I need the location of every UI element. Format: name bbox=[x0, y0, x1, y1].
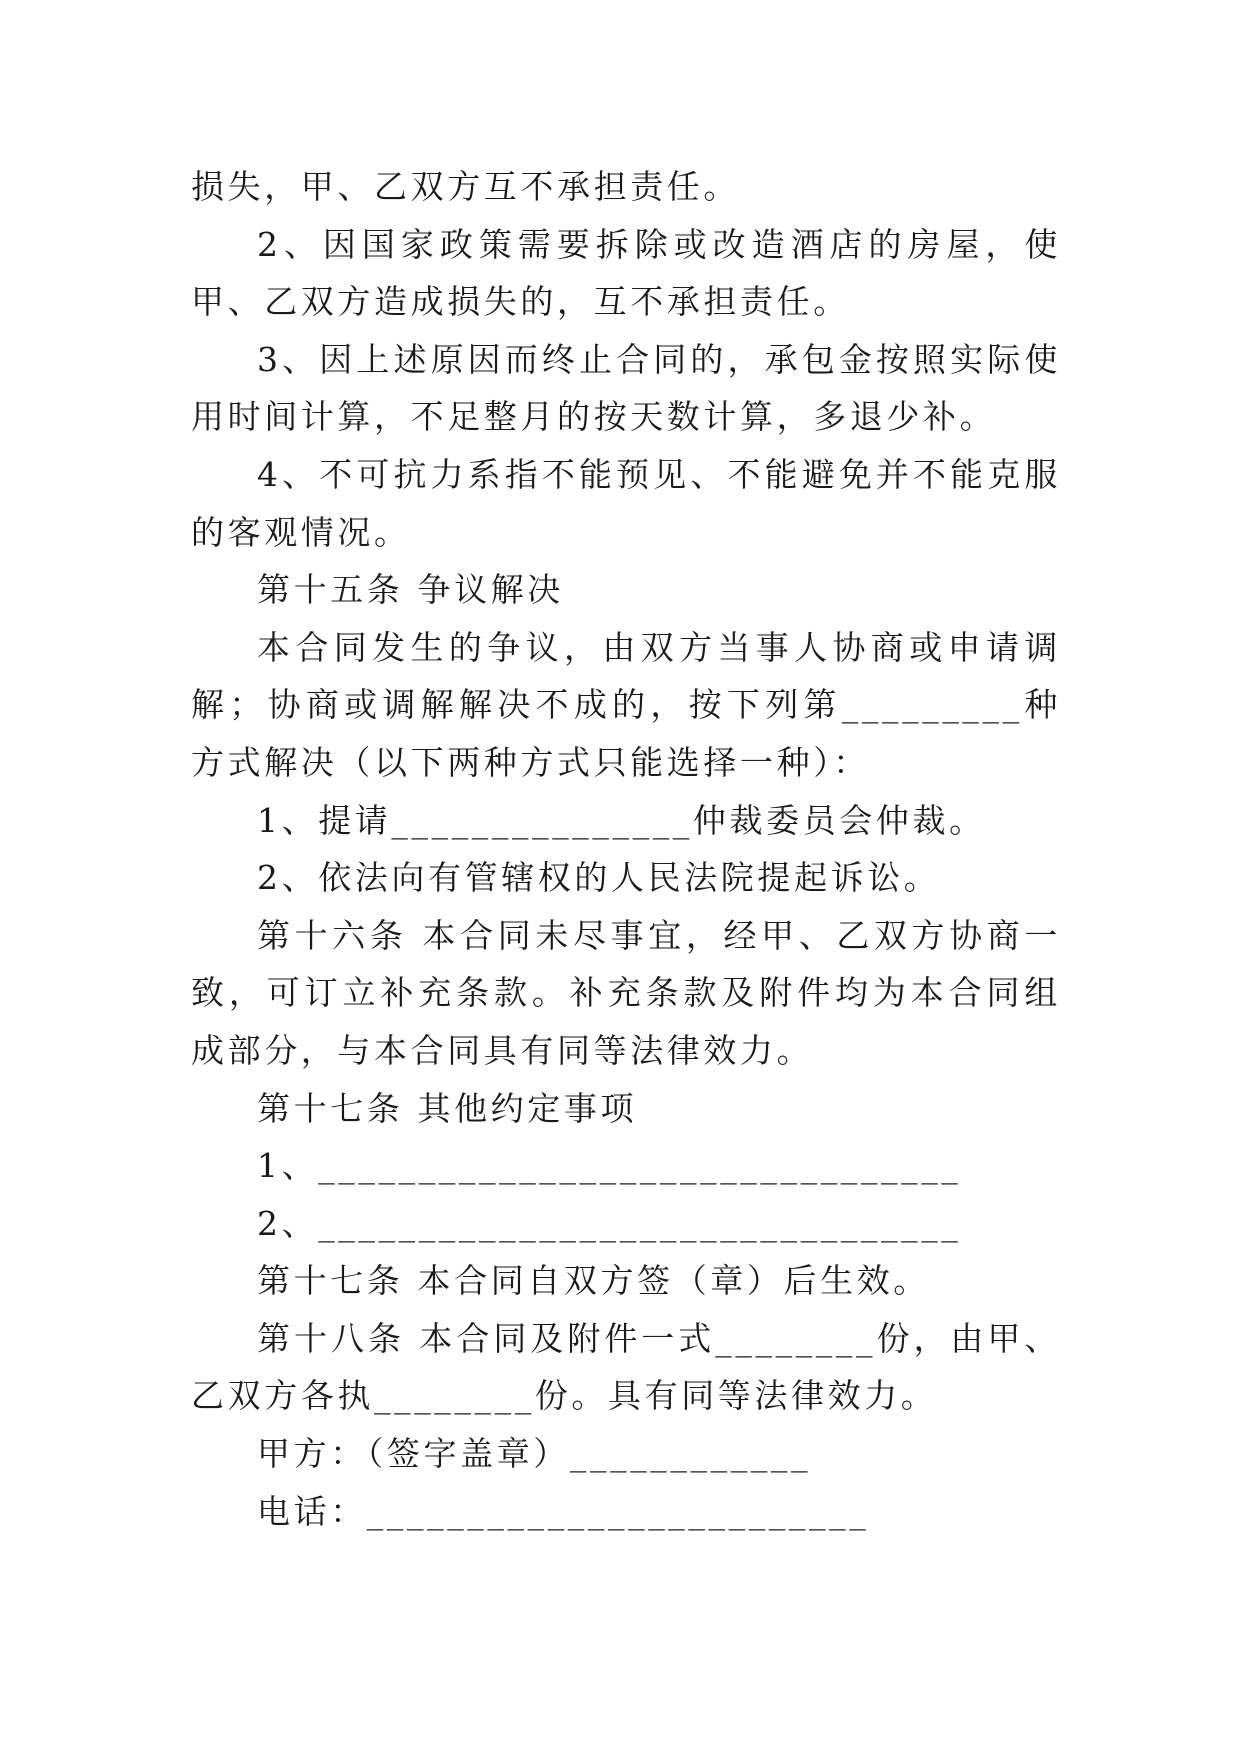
other-matter-1: 1、________________________________ bbox=[257, 1146, 962, 1186]
article-16-paragraph: 第十六条 本合同未尽事宜，经甲、乙双方协商一致，可订立补充条款。补充条款及附件均为本合同组成部分，与本合同具有同等法律效力。 bbox=[191, 915, 1061, 1070]
article-17-heading: 第十七条 其他约定事项 bbox=[257, 1088, 638, 1128]
paragraph-arbitration: 1、提请_______________仲裁委员会仲裁。 bbox=[257, 800, 986, 840]
paragraph-dispute-resolution: 本合同发生的争议，由双方当事人协商或申请调解；协商或调解解决不成的，按下列第_________种方式解决（以下两种方式只能选择一种）： bbox=[191, 627, 1061, 782]
phone-line: 电话：_________________________ bbox=[257, 1491, 870, 1531]
paragraph-policy-demolition: 2、因国家政策需要拆除或改造酒店的房屋，使甲、乙双方造成损失的，互不承担责任。 bbox=[191, 224, 1061, 322]
article-17-effect: 第十七条 本合同自双方签（章）后生效。 bbox=[257, 1261, 930, 1301]
paragraph-loss-no-liability: 损失，甲、乙双方互不承担责任。 bbox=[191, 167, 740, 206]
paragraph-force-majeure: 4、不可抗力系指不能预见、不能避免并不能克服的客观情况。 bbox=[191, 454, 1061, 552]
party-a-signature-line: 甲方：（签字盖章）____________ bbox=[257, 1434, 812, 1474]
other-matter-2: 2、________________________________ bbox=[257, 1203, 962, 1243]
article-15-heading: 第十五条 争议解决 bbox=[257, 570, 564, 610]
article-18-paragraph: 第十八条 本合同及附件一式________份，由甲、乙双方各执________份。具有同等法律效力。 bbox=[191, 1318, 1061, 1416]
paragraph-termination-fee: 3、因上述原因而终止合同的，承包金按照实际使用时间计算，不足整月的按天数计算，多退少补。 bbox=[191, 339, 1061, 437]
paragraph-litigation: 2、依法向有管辖权的人民法院提起诉讼。 bbox=[257, 858, 941, 898]
document-page bbox=[191, 158, 1061, 1540]
